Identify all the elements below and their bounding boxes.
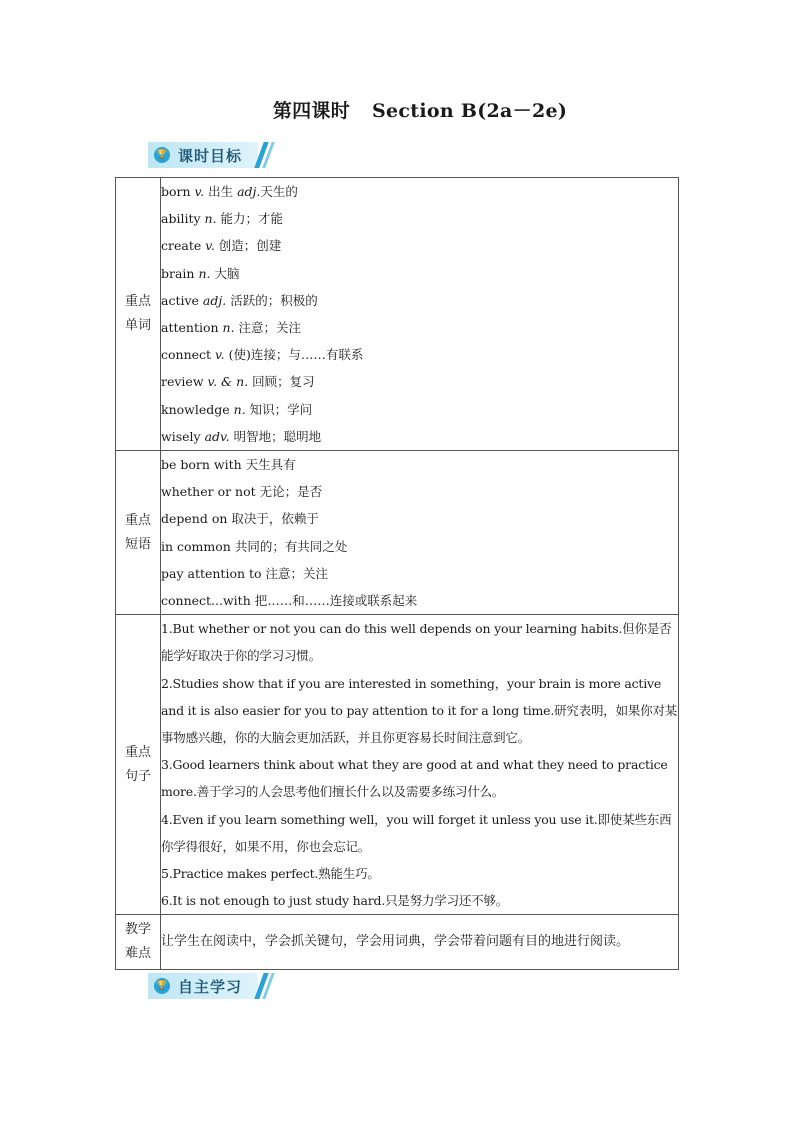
sentences-head: 重点 句子 (116, 615, 161, 915)
difficulty-head: 教学 难点 (116, 915, 161, 970)
word-cn: 注意；关注 (238, 320, 302, 336)
word-pos: v. & n. (207, 374, 249, 390)
sentence-item: 2.Studies show that if you are interested in something，your brain is more active and it is also easier for you to pay attention to it for a long time.研究表明，如果你对某事物感兴趣，你的大脑会更加活跃，并且你更容易长时间注意到它。 (161, 675, 678, 746)
word-pos: n. (198, 265, 211, 281)
word-item (161, 260, 678, 287)
word-en: connect (161, 347, 212, 363)
word-en: review (161, 374, 204, 390)
phrase-cn: 共同的；有共同之处 (234, 538, 348, 554)
sentence-item: 3.Good learners think about what they are good at and what they need to practice more.善于学习的人会思考他们擅长什么以及需要多练习什么。 (161, 757, 668, 800)
phrase-item (161, 587, 678, 614)
word-cn: 出生 (208, 184, 234, 199)
word-item (161, 423, 678, 450)
phrase-en: depend on (161, 511, 228, 527)
self-study-banner (148, 973, 272, 999)
word-en: create (161, 238, 202, 254)
words-row (116, 178, 679, 451)
phrases-head: 重点 短语 (116, 451, 161, 615)
word-en: attention (161, 320, 219, 336)
section-label: Section B(2a－2e) (372, 100, 568, 122)
phrase-cn: 注意；关注 (265, 565, 329, 581)
lesson-label: 第四课时 (272, 100, 351, 122)
sentence-item: 5.Practice makes perfect.熟能生巧。 (161, 866, 380, 882)
word-en: ability (161, 211, 201, 227)
word-pos: v. (205, 238, 215, 254)
word-cn2: 天生的 (260, 184, 298, 199)
self-study-banner-label: 自主学习 (178, 978, 243, 996)
word-pos: n. (204, 211, 217, 227)
phrase-en: in common (161, 538, 231, 554)
phrases-row (116, 451, 679, 615)
phrase-cn: 取决于，依赖于 (231, 511, 319, 527)
trophy-icon: 🏆 (154, 978, 170, 994)
word-item (161, 178, 678, 205)
phrase-cn: 天生具有 (245, 457, 296, 473)
sentences-list (161, 615, 679, 915)
word-item (161, 205, 678, 232)
word-cn: 知识；学问 (249, 401, 313, 417)
lesson-goals-table (115, 177, 679, 970)
word-en: born (161, 184, 191, 199)
difficulty-row (116, 915, 679, 970)
word-en: knowledge (161, 401, 230, 417)
word-cn: 明智地；聪明地 (233, 428, 322, 444)
word-pos: v. (215, 347, 225, 363)
phrase-en: connect...with (161, 593, 251, 609)
phrase-item (161, 451, 678, 478)
word-en: active (161, 292, 199, 308)
word-item (161, 232, 678, 259)
word-item (161, 287, 678, 314)
page-title (0, 96, 794, 123)
goals-banner (148, 142, 272, 168)
phrase-item (161, 533, 678, 560)
difficulty-cell (161, 915, 679, 970)
word-cn: 回顾；复习 (252, 374, 315, 390)
word-item (161, 396, 678, 423)
word-cn: 创造；创建 (218, 238, 282, 254)
word-pos: v. (194, 184, 205, 199)
word-item (161, 314, 678, 341)
phrase-en: pay attention to (161, 565, 262, 581)
phrase-item (161, 560, 678, 587)
phrase-en: be born with (161, 457, 242, 473)
sentence-item: 1.But whether or not you can do this well depends on your learning habits.但你是否能学好取决于你的学习习惯。 (161, 621, 672, 664)
word-en: brain (161, 265, 195, 281)
goals-banner-label: 课时目标 (178, 147, 243, 165)
phrase-item (161, 478, 678, 505)
difficulty-text: 让学生在阅读中，学会抓关键句，学会用词典，学会带着问题有目的地进行阅读。 (161, 934, 630, 950)
word-cn: 能力；才能 (220, 211, 284, 227)
word-cn: 活跃的；积极的 (230, 292, 318, 308)
word-item (161, 341, 678, 368)
phrase-cn: 无论；是否 (259, 484, 323, 500)
word-cn: 大脑 (214, 265, 240, 281)
trophy-icon: 🏆 (154, 147, 170, 163)
phrase-en: whether or not (161, 484, 256, 500)
phrase-cn: 把……和……连接或联系起来 (254, 593, 418, 609)
word-en: wisely (161, 428, 201, 444)
word-pos2: adj. (237, 184, 261, 199)
words-list (161, 178, 679, 451)
word-pos: n. (222, 320, 235, 336)
phrases-list (161, 451, 679, 615)
word-cn: (使)连接；与……有联系 (228, 347, 364, 363)
word-pos: n. (233, 401, 246, 417)
word-pos: adj. (202, 292, 227, 308)
sentence-item: 6.It is not enough to just study hard.只是努力学习还不够。 (161, 893, 509, 909)
word-pos: adv. (204, 428, 230, 444)
sentence-item: 4.Even if you learn something well，you will forget it unless you use it.即使某些东西你学得很好，如果不用，你也会忘记。 (161, 811, 672, 854)
sentences-row (116, 615, 679, 915)
word-item (161, 368, 678, 395)
words-head: 重点 单词 (116, 178, 161, 451)
phrase-item (161, 505, 678, 532)
